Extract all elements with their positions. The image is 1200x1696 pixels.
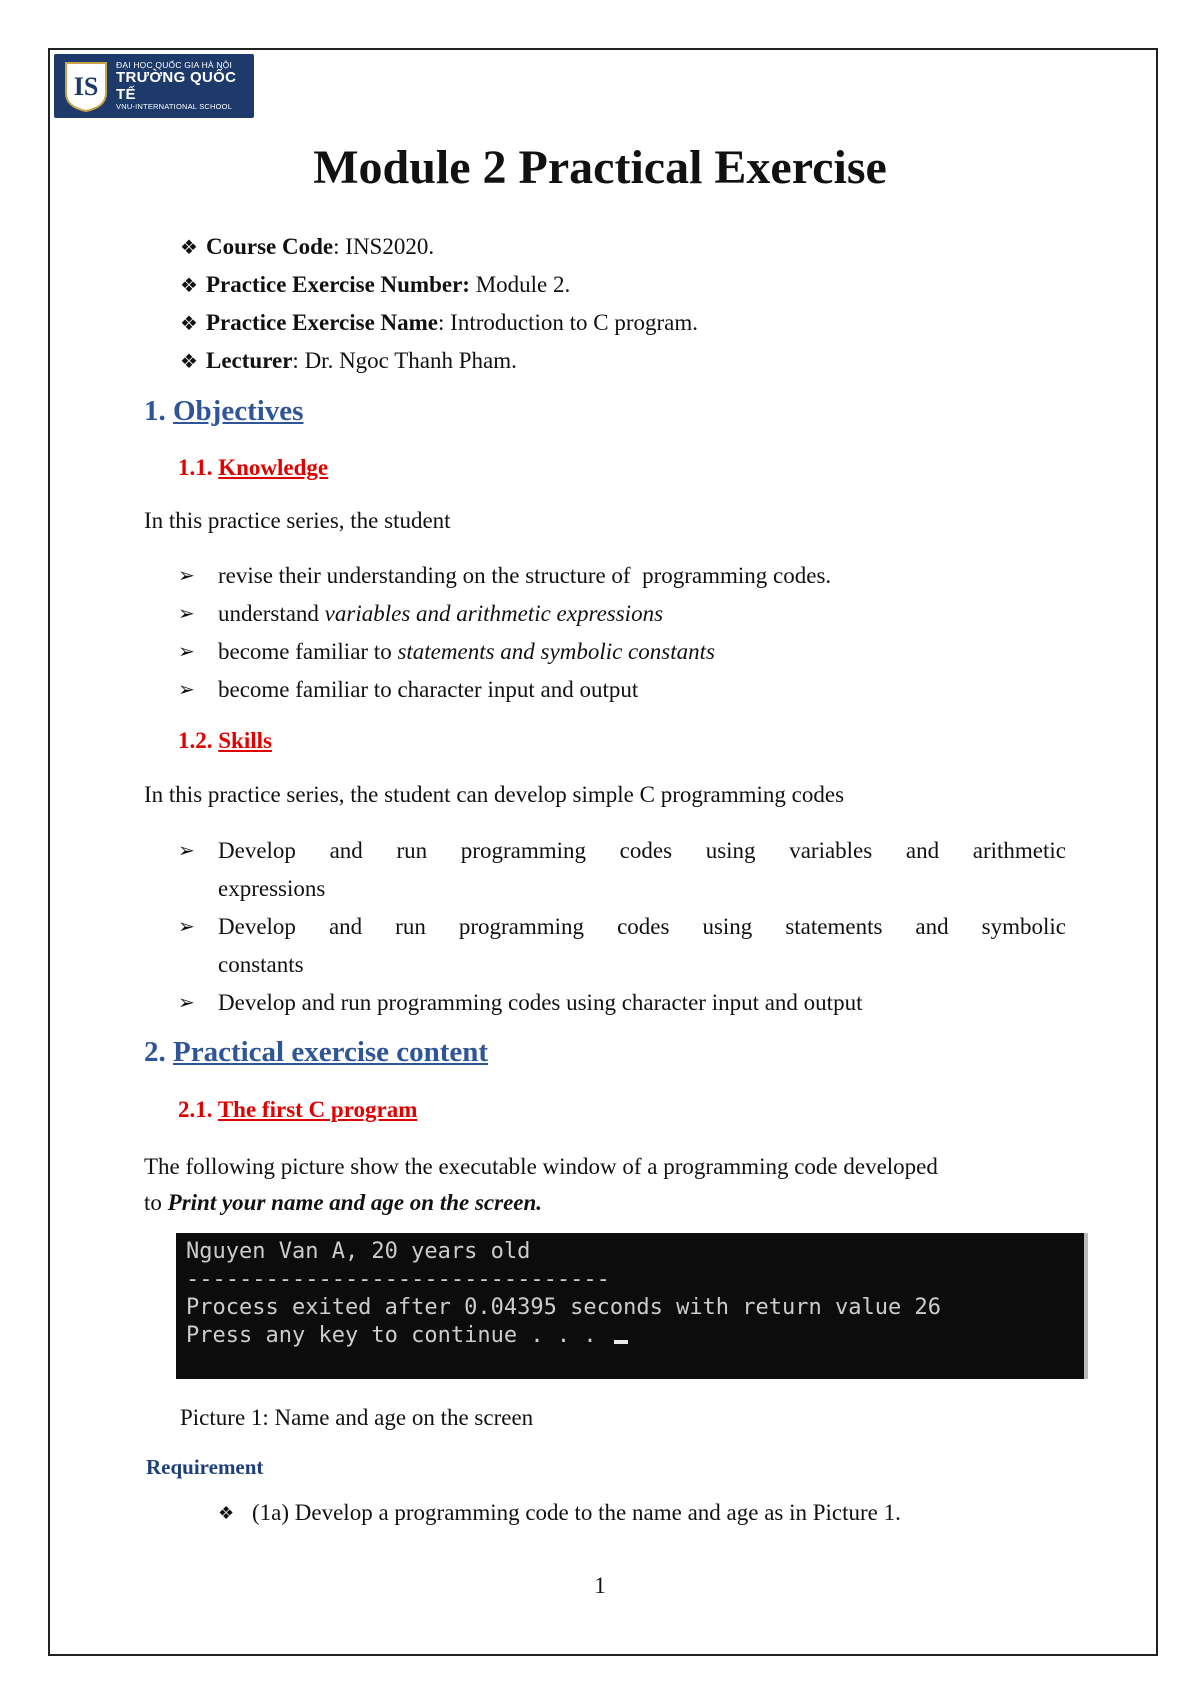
list-item: ➢ become familiar to character input and output <box>178 671 1066 709</box>
list-item: ➢ revise their understanding on the structure of programming codes. <box>178 557 1066 595</box>
skills-intro: In this practice series, the student can develop simple C programming codes <box>144 782 845 807</box>
course-info-list <box>180 228 698 380</box>
list-item: ➢ Develop and run programming codes using variables and arithmetic expressions <box>178 832 1066 908</box>
heading-practical-content: 2. Practical exercise content <box>144 1036 489 1068</box>
console-line: Press any key to continue . . . <box>186 1323 628 1348</box>
info-item-course-code: ❖ Course Code : INS2020. <box>180 234 435 259</box>
list-item: ➢ understand variables and arithmetic expressions <box>178 595 1066 633</box>
diamond-bullet-icon: ❖ <box>180 350 198 373</box>
arrow-bullet-icon: ➢ <box>178 840 195 862</box>
arrow-bullet-icon: ➢ <box>178 916 195 938</box>
logo-line-2: TRƯỜNG QUỐC TẾ <box>116 69 237 103</box>
arrow-bullet-icon: ➢ <box>178 565 195 587</box>
diamond-bullet-icon: ❖ <box>180 312 198 335</box>
console-output-window <box>176 1233 1088 1379</box>
heading-objectives: 1. Objectives <box>144 395 304 427</box>
knowledge-intro: In this practice series, the student <box>144 508 451 533</box>
heading-first-c-program: 2.1. The first C program <box>178 1097 418 1122</box>
school-emblem-icon <box>62 59 110 113</box>
svg-text:IS: IS <box>73 72 99 101</box>
arrow-bullet-icon: ➢ <box>178 679 195 701</box>
console-line: -------------------------------- <box>186 1267 610 1292</box>
document-title: Module 2 Practical Exercise <box>313 141 887 194</box>
info-item-lecturer: ❖ Lecturer : Dr. Ngoc Thanh Pham. <box>180 348 517 373</box>
diamond-bullet-icon: ❖ <box>180 236 198 259</box>
arrow-bullet-icon: ➢ <box>178 641 195 663</box>
info-item-exercise-name: ❖ Practice Exercise Name : Introduction to C program. <box>180 310 699 335</box>
page-number: 1 <box>594 1573 606 1598</box>
list-item: ➢ Develop and run programming codes using character input and output <box>178 984 1066 1022</box>
arrow-bullet-icon: ➢ <box>178 992 195 1014</box>
skills-list <box>178 832 1066 1022</box>
logo-line-3: VNU-INTERNATIONAL SCHOOL <box>116 102 233 112</box>
heading-knowledge: 1.1. Knowledge <box>178 455 329 480</box>
diamond-bullet-icon: ❖ <box>218 1502 235 1523</box>
task-item: ❖ (1a) Develop a programming code to the name and age as in Picture 1. <box>218 1500 901 1525</box>
requirement-heading: Requirement <box>146 1455 264 1479</box>
heading-skills: 1.2. Skills <box>178 728 272 753</box>
arrow-bullet-icon: ➢ <box>178 603 195 625</box>
picture-caption: Picture 1: Name and age on the screen <box>180 1405 534 1430</box>
school-logo <box>54 54 254 118</box>
console-cursor <box>614 1340 628 1344</box>
info-item-exercise-number: ❖ Practice Exercise Number: Module 2. <box>180 272 571 297</box>
diamond-bullet-icon: ❖ <box>180 274 198 297</box>
knowledge-list <box>178 557 1066 709</box>
console-line: Nguyen Van A, 20 years old <box>186 1239 531 1264</box>
console-line: Process exited after 0.04395 seconds with return value 26 <box>186 1295 941 1320</box>
program-description: The following picture show the executable window of a programming code developed to Print your name and age on the screen. <box>144 1154 938 1215</box>
logo-line-1: ĐẠI HỌC QUỐC GIA HÀ NỘI <box>116 59 233 70</box>
list-item: ➢ Develop and run programming codes using statements and symbolic constants <box>178 908 1066 984</box>
list-item: ➢ become familiar to statements and symbolic constants <box>178 633 1066 671</box>
